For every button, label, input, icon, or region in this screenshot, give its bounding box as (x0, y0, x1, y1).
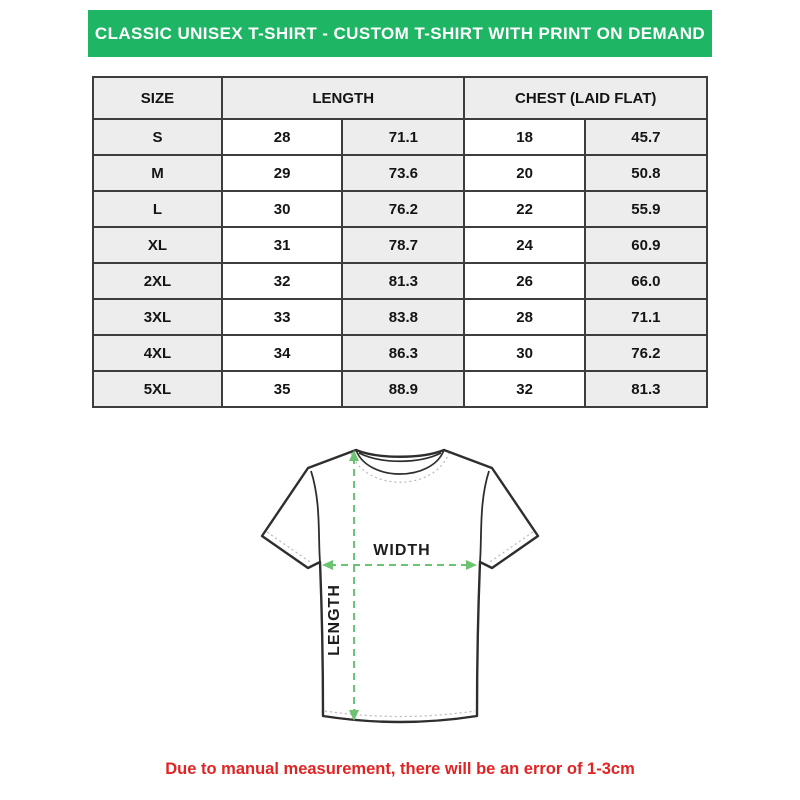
tshirt-outline (262, 450, 538, 722)
page-title: CLASSIC UNISEX T-SHIRT - CUSTOM T-SHIRT WITH PRINT ON DEMAND (94, 23, 706, 43)
size-table-body (93, 119, 707, 407)
cell-size: S (93, 119, 222, 155)
measurement-error-note: Due to manual measurement, there will be an error of 1-3cm (165, 760, 635, 778)
cell-length_cm: 83.8 (342, 299, 464, 335)
cell-chest_cm: 76.2 (585, 335, 707, 371)
size-table (92, 76, 708, 408)
table-row (93, 155, 707, 191)
cell-chest_in: 18 (464, 119, 584, 155)
cell-chest_cm: 50.8 (585, 155, 707, 191)
cell-chest_in: 30 (464, 335, 584, 371)
cell-chest_in: 24 (464, 227, 584, 263)
cell-size: M (93, 155, 222, 191)
cell-length_in: 34 (222, 335, 342, 371)
cell-length_in: 30 (222, 191, 342, 227)
tshirt-measurement-diagram (250, 424, 550, 756)
cell-length_cm: 88.9 (342, 371, 464, 407)
table-row (93, 371, 707, 407)
cell-length_in: 29 (222, 155, 342, 191)
length-label: LENGTH (326, 584, 343, 656)
cell-chest_in: 22 (464, 191, 584, 227)
cell-length_in: 32 (222, 263, 342, 299)
size-table-header (93, 77, 707, 119)
cell-size: L (93, 191, 222, 227)
cell-chest_cm: 60.9 (585, 227, 707, 263)
cell-length_in: 33 (222, 299, 342, 335)
cell-size: XL (93, 227, 222, 263)
table-row (93, 191, 707, 227)
cell-chest_cm: 81.3 (585, 371, 707, 407)
cell-length_cm: 71.1 (342, 119, 464, 155)
cell-size: 3XL (93, 299, 222, 335)
title-banner (88, 10, 712, 57)
table-row (93, 227, 707, 263)
header-chest: CHEST (LAID FLAT) (464, 77, 707, 119)
cell-length_in: 31 (222, 227, 342, 263)
cell-chest_in: 28 (464, 299, 584, 335)
cell-chest_cm: 71.1 (585, 299, 707, 335)
cell-chest_in: 32 (464, 371, 584, 407)
cell-length_cm: 81.3 (342, 263, 464, 299)
cell-length_cm: 86.3 (342, 335, 464, 371)
cell-length_cm: 76.2 (342, 191, 464, 227)
cell-chest_in: 26 (464, 263, 584, 299)
cell-size: 5XL (93, 371, 222, 407)
cell-length_in: 35 (222, 371, 342, 407)
header-size: SIZE (93, 77, 222, 119)
table-row (93, 119, 707, 155)
cell-chest_cm: 55.9 (585, 191, 707, 227)
table-row (93, 263, 707, 299)
cell-chest_cm: 45.7 (585, 119, 707, 155)
cell-chest_in: 20 (464, 155, 584, 191)
tshirt-illustration (250, 424, 550, 756)
cell-length_cm: 78.7 (342, 227, 464, 263)
header-length: LENGTH (222, 77, 465, 119)
table-row (93, 335, 707, 371)
cell-size: 4XL (93, 335, 222, 371)
cell-length_in: 28 (222, 119, 342, 155)
width-label: WIDTH (373, 542, 431, 559)
table-row (93, 299, 707, 335)
cell-length_cm: 73.6 (342, 155, 464, 191)
cell-chest_cm: 66.0 (585, 263, 707, 299)
cell-size: 2XL (93, 263, 222, 299)
